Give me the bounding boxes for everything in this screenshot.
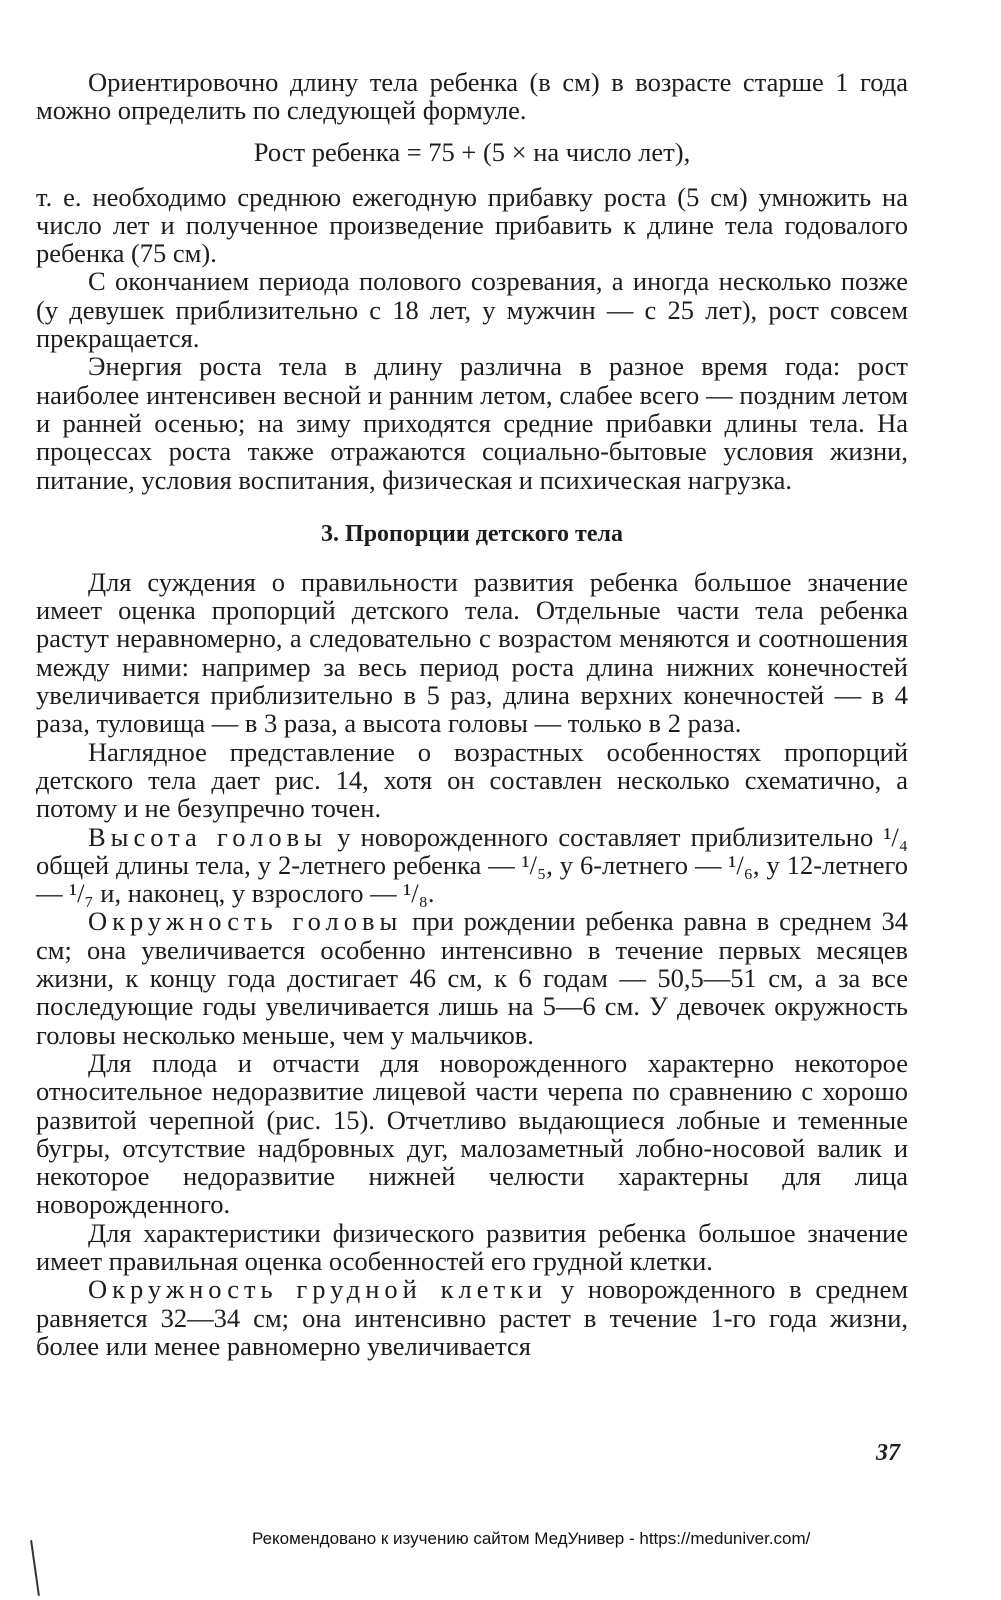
chest-circumference-text: у новорожденного в среднем равняется 32—34 см; она интенсивно растет в течение 1-го года жизни, более или менее равномерно увеличивается (36, 1274, 908, 1361)
term-chest-circumference: Окружность грудной клетки (88, 1274, 548, 1305)
paragraph-chest-intro: Для характеристики физического развития ребенка большое значение имеет правильная оценка особенностей его грудной клетки. (36, 1217, 908, 1276)
paragraph-figure-reference: Наглядное представление о возрастных особенностях пропорций детского тела дает рис. 14, хотя он составлен несколько схематично, а потому и не безупречно точен. (36, 736, 908, 824)
paragraph-chest-circumference (36, 1275, 908, 1360)
paragraph-growth-formula-intro: Ориентировочно длину тела ребенка (в см) в возрасте старше 1 года можно определить по следующей формуле. (36, 67, 908, 126)
growth-formula: Рост ребенка = 75 + (5 × на число лет), (253, 136, 691, 167)
paragraph-skull: Для плода и отчасти для новорожденного характерно некоторое относительное недоразвитие лицевой части черепа по сравнению с хорошо развитой черепной (рис. 15). Отчетливо выдающиеся лобные и теменные бугры, отсутствие надбровных дуг, малозаметный лобно-носовой валик и некоторое недоразвитие нижней челюсти характерны для лица новорожденного. (36, 1047, 908, 1220)
head-height-text: у новорожденного составляет приблизительно ¹/₄ общей длины тела, у 2-летнего ребенка — ¹/₅, у 6-летнего — ¹/₆, у 12-летнего — ¹/₇ и, наконец, у взрослого — ¹/₈. (36, 821, 908, 909)
section-heading: 3. Пропорции детского тела (321, 520, 623, 547)
paragraph-proportions: Для суждения о правильности развития ребенка большое значение имеет оценка пропорций детского тела. Отдельные части тела ребенка растут неравномерно, а следовательно с возрастом меняются и соотношения между ними: например за весь период роста длина нижних конечностей увеличивается приблизительно в 5 раз, длина верхних конечностей — в 4 раза, туловища — в 3 раза, а высота головы — только в 2 раза. (36, 566, 908, 739)
paragraph-head-circumference (36, 907, 908, 1048)
paragraph-growth-energy: Энергия роста тела в длину различна в разное время года: рост наиболее интенсивен весной и ранним летом, слабее всего — поздним летом и ранней осенью; на зиму приходятся средние прибавки длины тела. На процессах роста также отражаются социально-бытовые условия жизни, питание, условия воспитания, физическая и психическая нагрузка. (36, 351, 908, 495)
page-number: 37 (876, 1440, 900, 1466)
footer-recommendation: Рекомендовано к изучению сайтом МедУнивер - https://meduniver.com/ (252, 1529, 811, 1548)
paragraph-formula-explanation: т. е. необходимо среднюю ежегодную прибавку роста (5 см) умножить на число лет и полученное произведение прибавить к длине тела годовалого ребенка (75 см). (36, 181, 908, 269)
head-circumference-text: при рождении ребенка равна в среднем 34 см; она увеличивается особенно интенсивно в течение первых месяцев жизни, к концу года достигает 46 см, к 6 годам — 50,5—51 см, а за все последующие годы увеличивается лишь на 5—6 см. У девочек окружность головы несколько меньше, чем у мальчиков. (36, 906, 908, 1050)
page-body (36, 68, 908, 1360)
paragraph-head-height (36, 823, 908, 908)
term-head-height: Высота головы (88, 821, 327, 852)
paragraph-growth-stop: С окончанием периода полового созревания, а иногда несколько позже (у девушек приблизительно с 18 лет, у мужчин — с 25 лет), рост совсем прекращается. (36, 266, 908, 354)
scan-margin-mark (30, 1540, 40, 1596)
term-head-circumference: Окружность головы (88, 906, 403, 937)
